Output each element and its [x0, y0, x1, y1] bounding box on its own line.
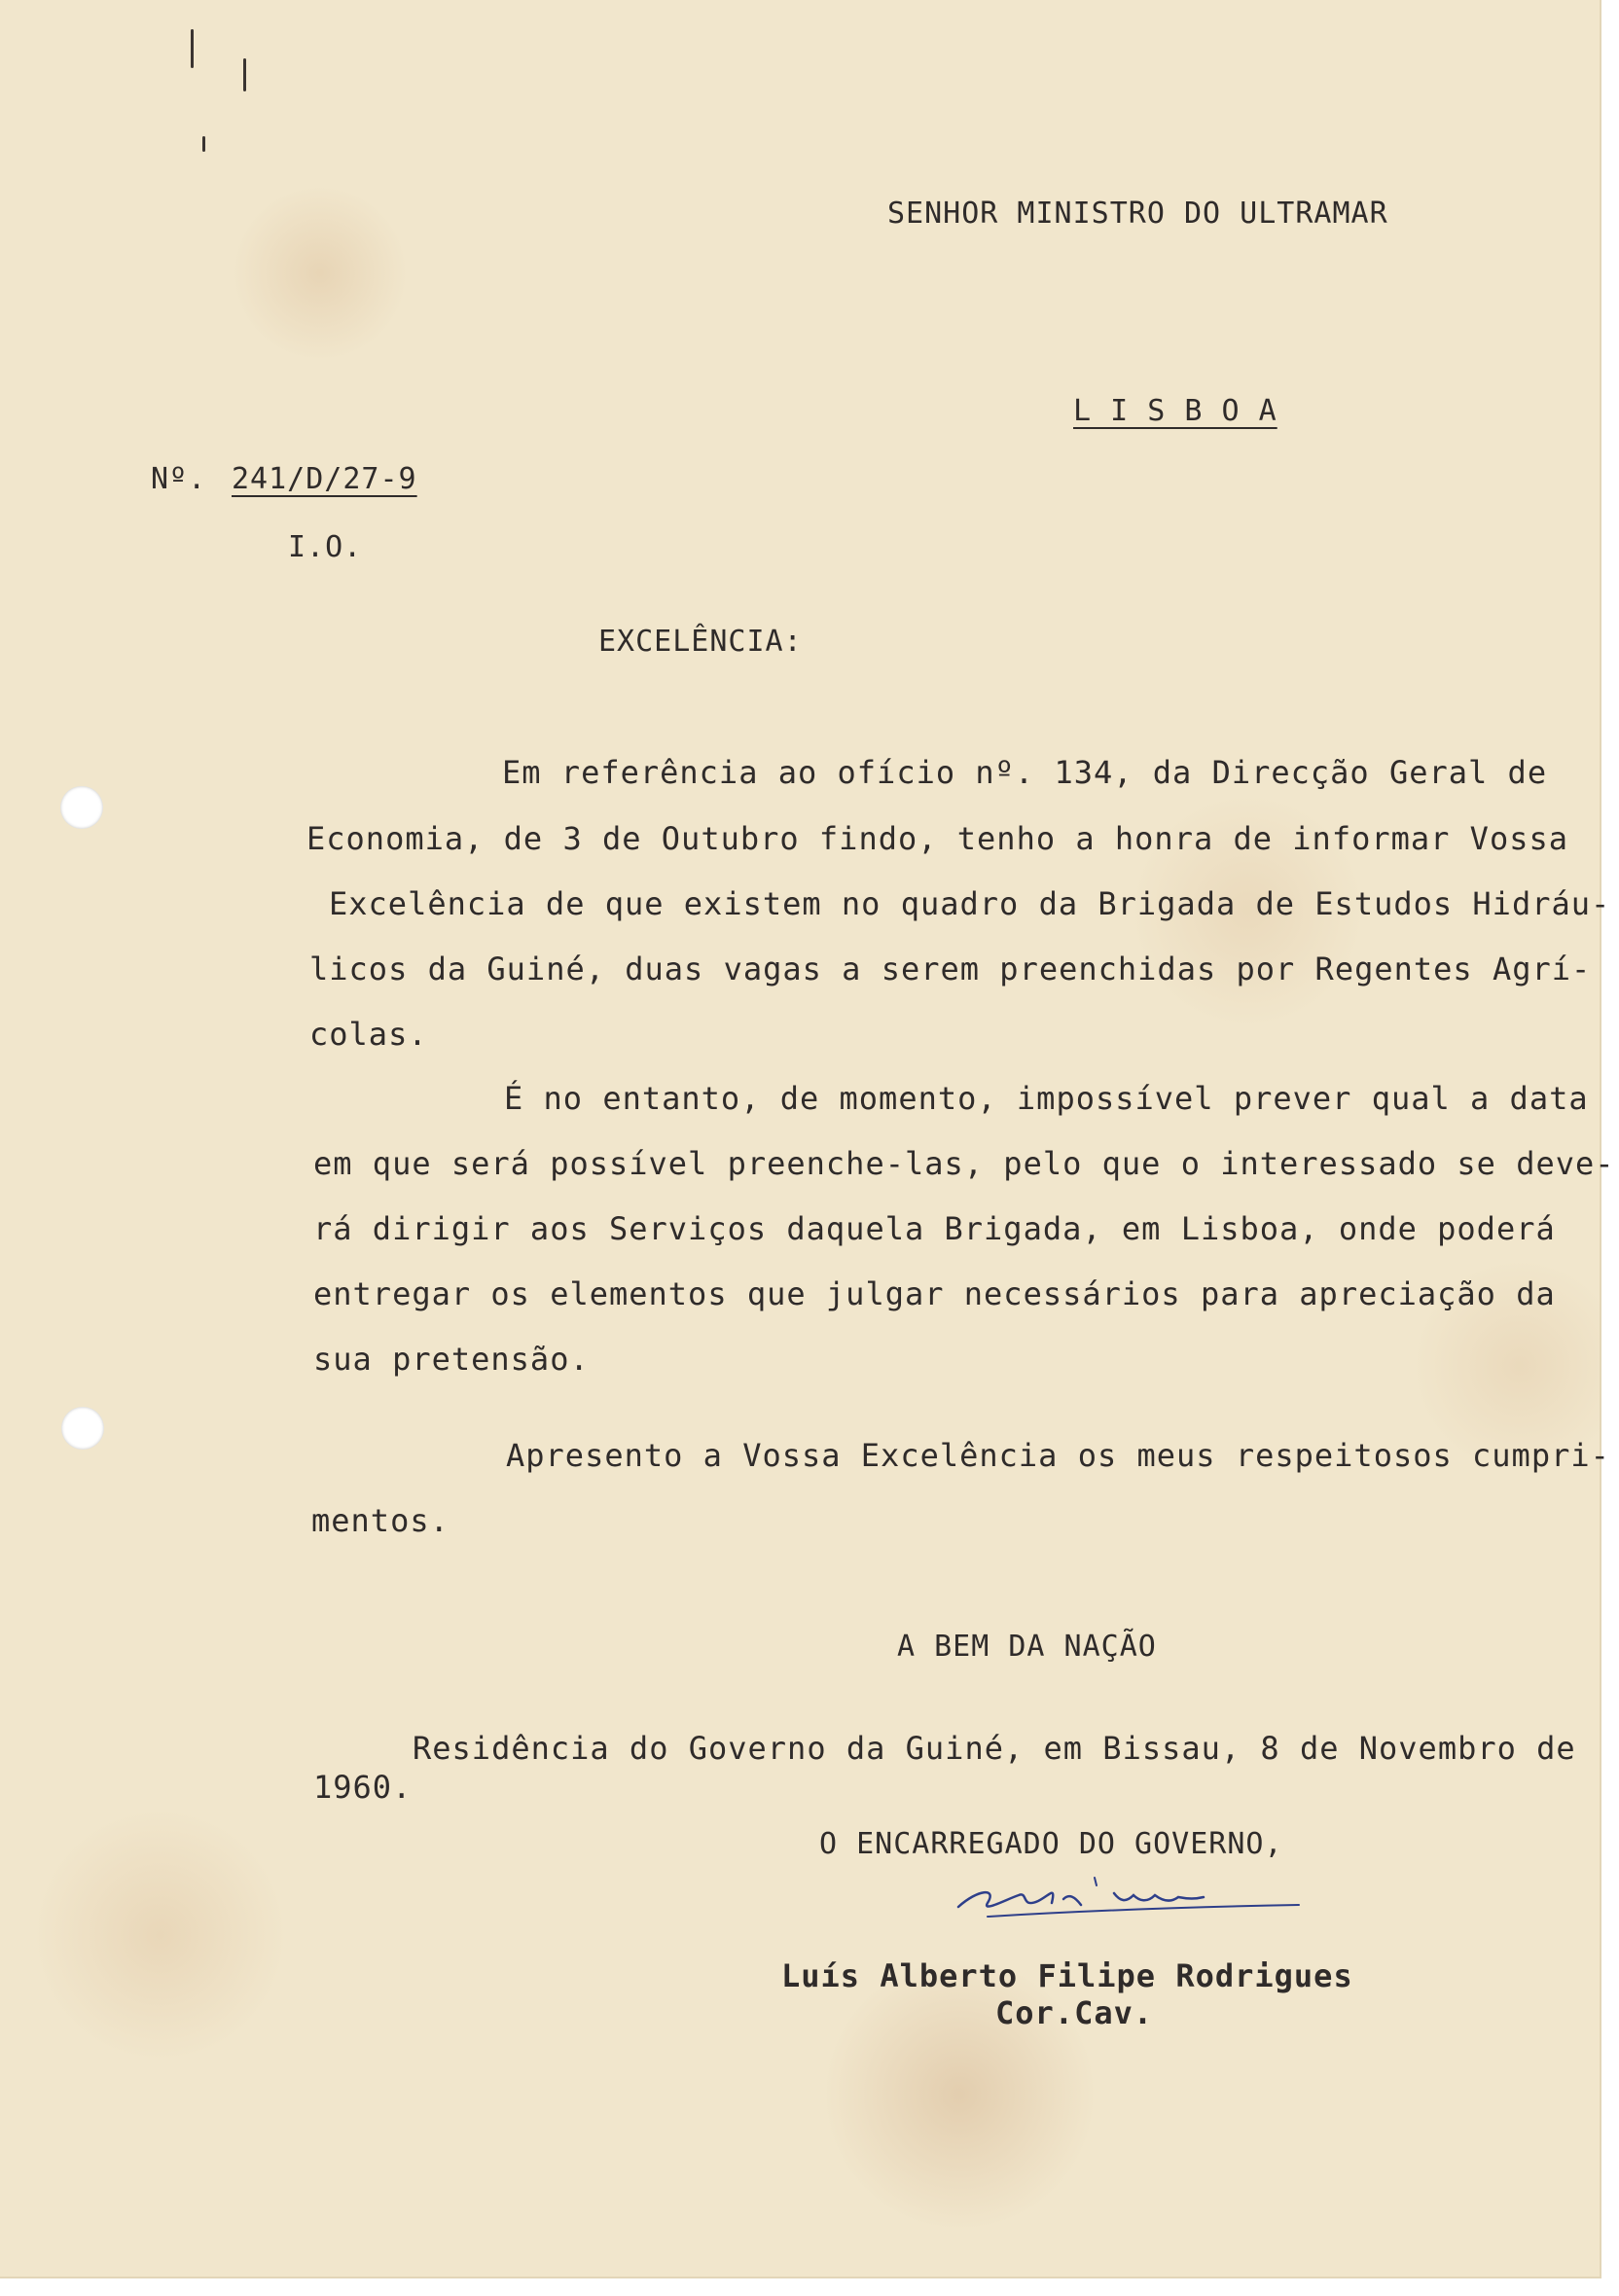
pin-mark: [202, 136, 205, 152]
salutation: EXCELÊNCIA:: [598, 625, 803, 659]
signatory-name: Luís Alberto Filipe Rodrigues: [781, 1957, 1353, 1994]
paragraph-line: entregar os elementos que julgar necessários para apreciação da: [313, 1275, 1556, 1312]
paragraph-line: Economia, de 3 de Outubro findo, tenho a honra de informar Vossa: [306, 820, 1568, 857]
paragraph-line: mentos.: [311, 1502, 450, 1539]
paragraph-line: em que será possível preenche-las, pelo que o interessado se deve-: [313, 1145, 1615, 1182]
paragraph-line: Excelência de que existem no quadro da Brigada de Estudos Hidráu-: [329, 885, 1611, 922]
reference-number: 241/D/27-9: [232, 462, 417, 496]
city: L I S B O A: [1073, 394, 1277, 428]
closing: A BEM DA NAÇÃO: [897, 1630, 1157, 1664]
addressee: SENHOR MINISTRO DO ULTRAMAR: [887, 197, 1388, 231]
paragraph-line: sua pretensão.: [313, 1341, 590, 1378]
paragraph-line: colas.: [309, 1016, 428, 1053]
signatory-rank: Cor.Cav.: [995, 1994, 1154, 2031]
reference-line2: I.O.: [288, 530, 363, 564]
signatory-title: O ENCARREGADO DO GOVERNO,: [819, 1827, 1283, 1861]
paragraph-line: É no entanto, de momento, impossível prever qual a data: [504, 1080, 1589, 1117]
paragraph-line: Em referência ao ofício nº. 134, da Direcção Geral de: [502, 754, 1548, 791]
punch-hole-top: [60, 786, 103, 829]
paragraph-line: rá dirigir aos Serviços daquela Brigada, em Lisboa, onde poderá: [313, 1210, 1556, 1247]
place-date-line: 1960.: [313, 1769, 413, 1806]
pin-mark: [191, 29, 194, 68]
pin-mark: [243, 58, 246, 91]
handwritten-signature: [949, 1860, 1318, 1928]
punch-hole-bottom: [61, 1407, 104, 1450]
paragraph-line: licos da Guiné, duas vagas a serem preenchidas por Regentes Agrí-: [309, 951, 1592, 987]
reference-prefix: Nº.: [151, 462, 207, 496]
place-date-line: Residência do Governo da Guiné, em Bissau, 8 de Novembro de: [413, 1730, 1576, 1767]
paragraph-line: Apresento a Vossa Excelência os meus respeitosos cumpri-: [506, 1437, 1610, 1474]
